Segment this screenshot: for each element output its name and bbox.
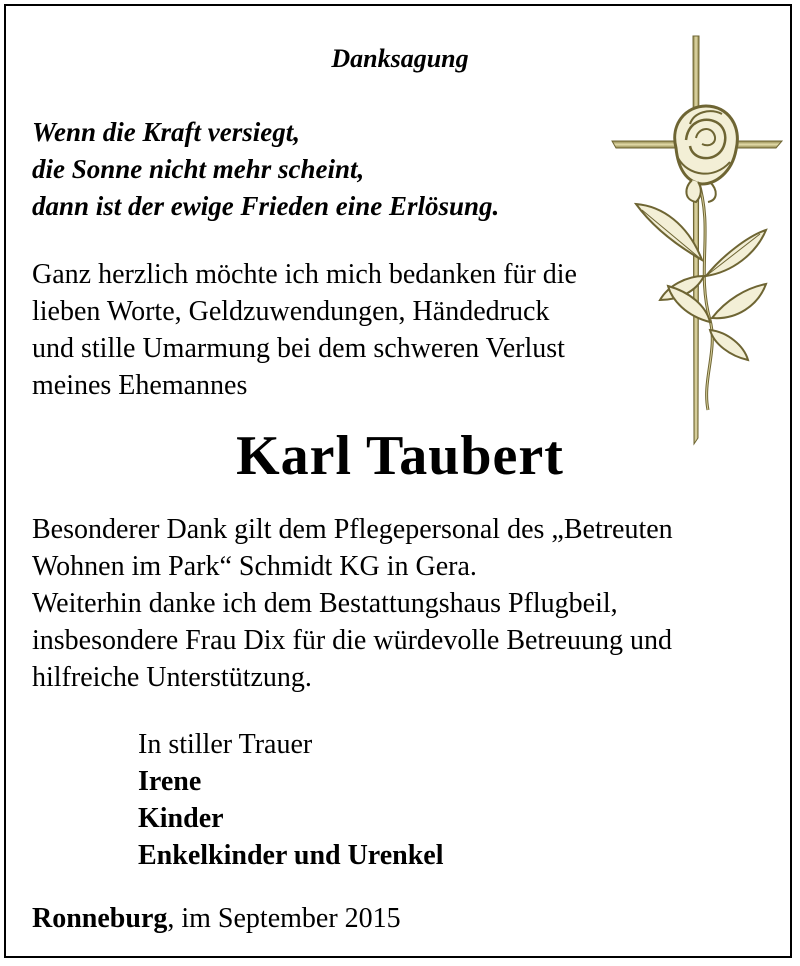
place-name: Ronneburg [32,903,168,934]
special-thanks-line: insbesondere Frau Dix für die würdevolle Betreuung und [32,625,672,656]
special-thanks-paragraph [32,511,772,696]
rose-bloom [675,106,738,202]
mourner-name: Irene [138,766,202,797]
mourner-name: Enkelkinder und Urenkel [138,840,444,871]
mourner-name: Kinder [138,803,224,834]
special-thanks-line: Weiterhin danke ich dem Bestattungshaus Pflugbeil, [32,588,618,619]
mourners-block [138,726,444,874]
place-date-line [32,903,401,935]
thanks-line: lieben Worte, Geldzuwendungen, Händedruck [32,296,550,327]
poem-line: dann ist der ewige Frieden eine Erlösung. [32,191,500,221]
notice-heading: Danksagung [331,44,469,73]
special-thanks-line: hilfreiche Unterstützung. [32,662,312,693]
poem [32,114,592,225]
obituary-notice [4,4,792,958]
thanks-line: Ganz herzlich möchte ich mich bedanken für die [32,259,577,290]
poem-line: Wenn die Kraft versiegt, [32,117,300,147]
thanks-line: und stille Umarmung bei dem schweren Verlust [32,333,565,364]
deceased-name: Karl Taubert [236,425,564,487]
cross-with-rose-icon [606,30,786,450]
thanks-paragraph [32,256,642,404]
mourners-intro: In stiller Trauer [138,729,313,760]
date-text: , im September 2015 [167,903,401,934]
thanks-line: meines Ehemannes [32,370,248,401]
special-thanks-line: Wohnen im Park“ Schmidt KG in Gera. [32,551,477,582]
special-thanks-line: Besonderer Dank gilt dem Pflegepersonal des „Betreuten [32,514,673,545]
poem-line: die Sonne nicht mehr scheint, [32,154,365,184]
